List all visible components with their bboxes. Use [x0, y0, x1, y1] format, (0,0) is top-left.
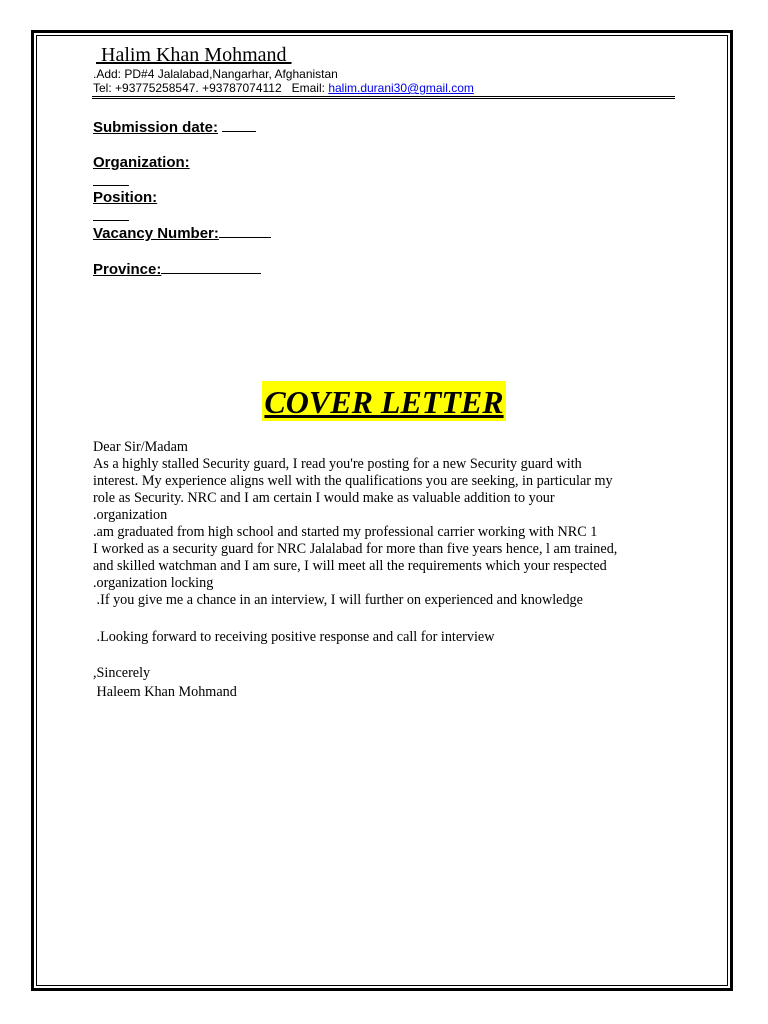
letter-line: As a highly stalled Security guard, I read you're posting for a new Security guard with: [93, 456, 582, 472]
email-link[interactable]: halim.durani30@gmail.com: [328, 81, 474, 95]
province-label: Province:: [93, 261, 162, 278]
phone-numbers: Tel: +93775258547. +93787074112 Email:: [93, 81, 329, 95]
position-blank: [93, 207, 129, 221]
submission-date-blank: [222, 118, 256, 132]
letter-line: role as Security. NRC and I am certain I would make as valuable addition to your: [93, 490, 555, 506]
organization-label: Organization:: [93, 154, 190, 171]
letter-line: I worked as a security guard for NRC Jalalabad for more than five years hence, l am trained,: [93, 541, 618, 557]
province-field: [93, 260, 261, 279]
title-container: [0, 381, 768, 421]
vacancy-number-blank: [219, 224, 271, 238]
letter-line: .am graduated from high school and started my professional carrier working with NRC 1: [93, 524, 598, 540]
organization-field: [93, 154, 190, 172]
letter-line: and skilled watchman and I am sure, I will meet all the requirements which your respected: [93, 558, 607, 574]
position-field: [93, 189, 157, 207]
vacancy-number-field: [93, 224, 271, 243]
sender-contact: [93, 81, 474, 95]
organization-blank: [93, 172, 129, 186]
submission-date-label: Submission date:: [93, 119, 219, 136]
sender-name: Halim Khan Mohmand: [96, 44, 292, 66]
letter-signature: Haleem Khan Mohmand: [93, 684, 237, 700]
sender-address: .Add: PD#4 Jalalabad,Nangarhar, Afghanistan: [93, 67, 338, 81]
letter-line: interest. My experience aligns well with the qualifications you are seeking, in particular my: [93, 473, 613, 489]
letter-line: .organization locking: [93, 575, 214, 591]
vacancy-number-label: Vacancy Number:: [93, 225, 219, 242]
submission-date-field: [93, 118, 256, 137]
position-label: Position:: [93, 189, 158, 206]
letter-sign-off: ,Sincerely: [93, 665, 151, 681]
province-blank: [161, 260, 261, 274]
cover-letter-title: COVER LETTER: [262, 381, 505, 421]
letter-line: .organization: [93, 507, 168, 523]
letter-line: .If you give me a chance in an interview, I will further on experienced and knowledge: [93, 592, 583, 608]
letter-closing-line: .Looking forward to receiving positive response and call for interview: [93, 629, 495, 645]
letter-greeting: Dear Sir/Madam: [93, 439, 188, 455]
header-divider: [92, 96, 675, 99]
